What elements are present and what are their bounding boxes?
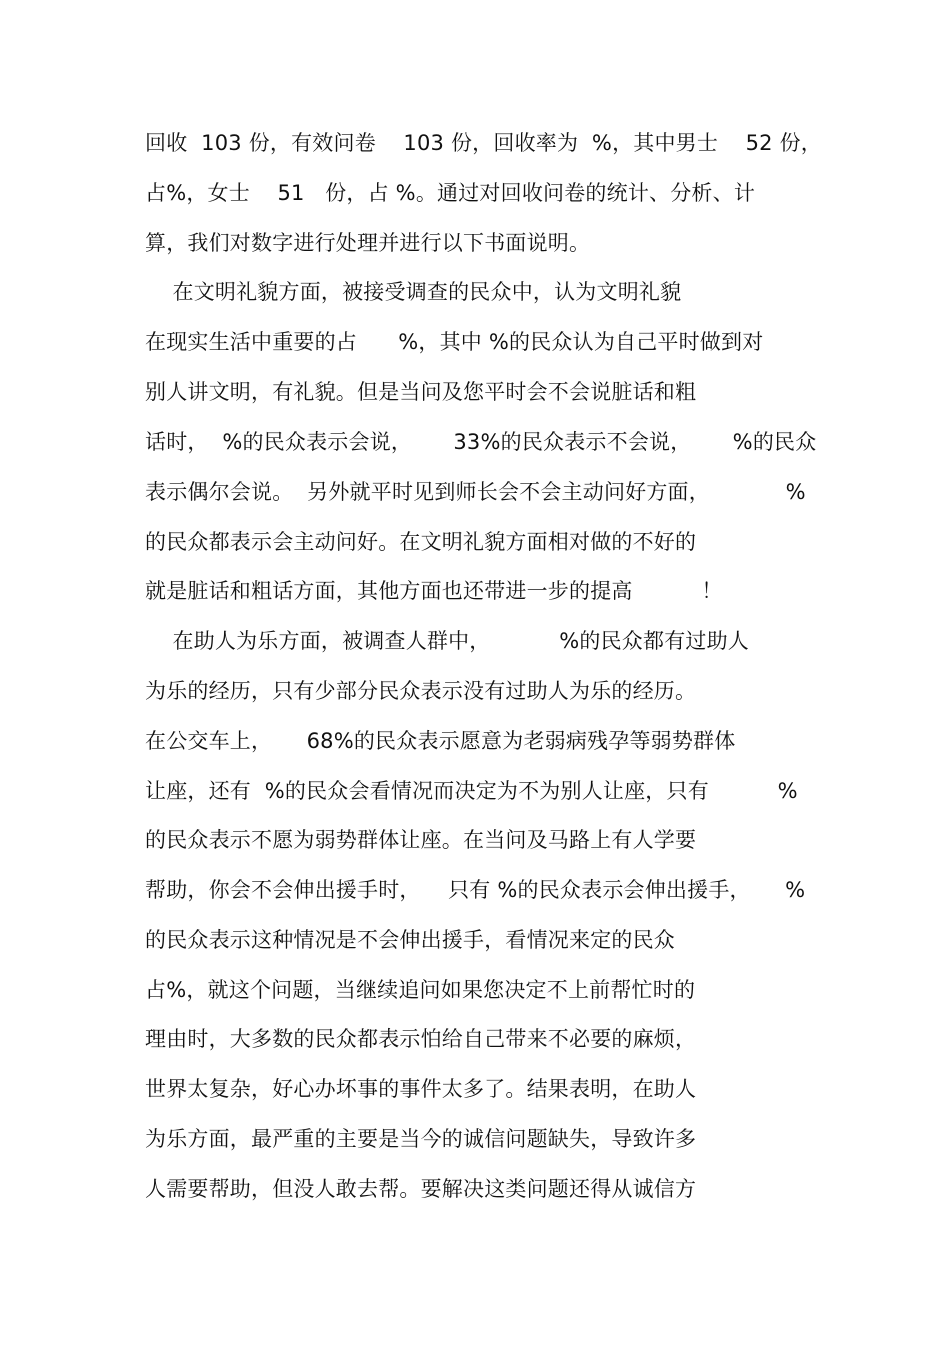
text-line: 的民众表示不愿为弱势群体让座。在当问及马路上有人学要 — [145, 828, 697, 852]
text-line: 在现实生活中重要的占 %，其中 %的民众认为自己平时做到对 — [145, 330, 764, 354]
text-line: 表示偶尔会说。 另外就平时见到师长会不会主动问好方面， % — [145, 480, 806, 504]
text-line: 算，我们对数字进行处理并进行以下书面说明。 — [145, 231, 591, 255]
text-line: 为乐方面，最严重的主要是当今的诚信问题缺失，导致许多 — [145, 1127, 697, 1151]
text-line: 占%，女士 51 份，占 %。通过对回收问卷的统计、分析、计 — [145, 181, 756, 205]
text-line: 就是脏话和粗话方面，其他方面也还带进一步的提高 ！ — [145, 579, 723, 603]
text-line: 别人讲文明，有礼貌。但是当问及您平时会不会说脏话和粗 — [145, 380, 697, 404]
text-line: 在公交车上， 68%的民众表示愿意为老弱病残孕等弱势群体 — [145, 729, 736, 753]
text-line: 为乐的经历，只有少部分民众表示没有过助人为乐的经历。 — [145, 679, 697, 703]
text-line: 理由时，大多数的民众都表示怕给自己带来不必要的麻烦， — [145, 1027, 697, 1051]
text-line: 世界太复杂，好心办坏事的事件太多了。结果表明，在助人 — [145, 1077, 697, 1101]
text-line: 在助人为乐方面，被调查人群中， %的民众都有过助人 — [145, 629, 750, 653]
text-line: 占%，就这个问题，当继续追问如果您决定不上前帮忙时的 — [145, 978, 696, 1002]
text-line: 回收 103 份，有效问卷 103 份，回收率为 %，其中男士 52 份， — [145, 131, 822, 155]
text-line: 的民众都表示会主动问好。在文明礼貌方面相对做的不好的 — [145, 530, 697, 554]
text-line: 帮助，你会不会伸出援手时， 只有 %的民众表示会伸出援手， % — [145, 878, 806, 902]
text-line: 让座，还有 %的民众会看情况而决定为不为别人让座，只有 % — [145, 779, 798, 803]
text-line: 话时， %的民众表示会说， 33%的民众表示不会说， %的民众 — [145, 430, 817, 454]
text-line: 人需要帮助，但没人敢去帮。要解决这类问题还得从诚信方 — [145, 1177, 697, 1201]
text-line: 在文明礼貌方面，被接受调查的民众中，认为文明礼貌 — [145, 280, 682, 304]
text-line: 的民众表示这种情况是不会伸出援手，看情况来定的民众 — [145, 928, 675, 952]
